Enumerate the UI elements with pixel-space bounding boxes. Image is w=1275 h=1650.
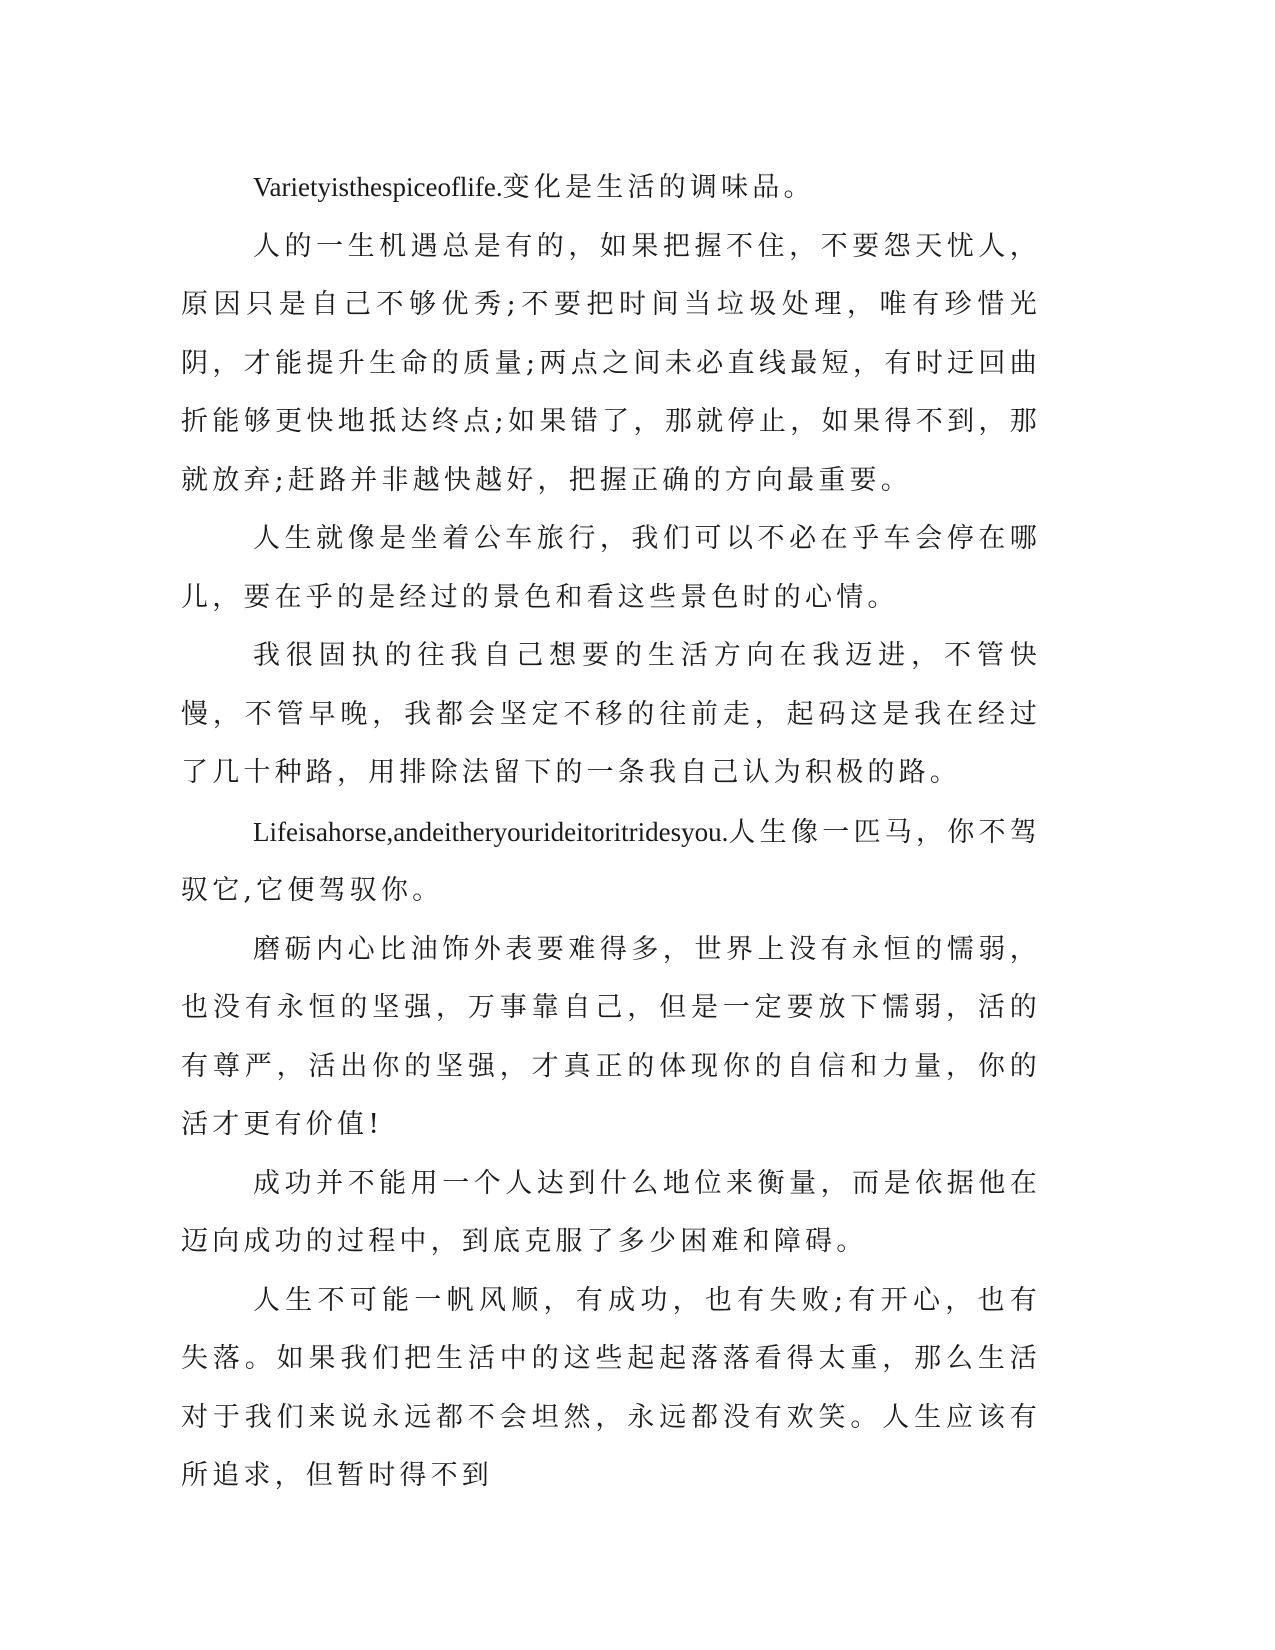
document-body <box>181 158 1041 1506</box>
paragraph-5-text: 人生像一匹马，你不驾驭它,它便驾驭你。 <box>181 816 1041 906</box>
paragraph-2-text: 人的一生机遇总是有的，如果把握不住，不要怨天忧人，原因只是自己不够优秀;不要把时间当垃圾处理，唯有珍惜光阴，才能提升生命的质量;两点之间未必直线最短，有时迂回曲折能够更快地抵达终点;如果错了，那就停止，如果得不到，那就放弃;赶路并非越快越好，把握正确的方向最重要。 <box>181 230 1041 496</box>
paragraph-7-text: 成功并不能用一个人达到什么地位来衡量，而是依据他在迈向成功的过程中，到底克服了多少困难和障碍。 <box>181 1167 1041 1257</box>
paragraph-6-text: 磨砺内心比油饰外表要难得多，世界上没有永恒的懦弱，也没有永恒的坚强，万事靠自己，但是一定要放下懦弱，活的有尊严，活出你的坚强，才真正的体现你的自信和力量，你的活才更有价值! <box>181 933 1041 1140</box>
paragraph-3 <box>181 510 1041 627</box>
paragraph-3-text: 人生就像是坐着公车旅行，我们可以不必在乎车会停在哪儿，要在乎的是经过的景色和看这些景色时的心情。 <box>181 523 1041 613</box>
paragraph-5-english-quote: Lifeisahorse,andeitheryourideitoritridesyou. <box>253 816 729 847</box>
paragraph-7 <box>181 1155 1041 1272</box>
paragraph-1 <box>181 158 1041 218</box>
paragraph-1-text: 变化是生活的调味品。 <box>502 172 815 203</box>
paragraph-1-english-quote: Varietyisthespiceoflife. <box>253 172 503 202</box>
paragraph-8-text: 人生不可能一帆风顺，有成功，也有失败;有开心，也有失落。如果我们把生活中的这些起起落落看得太重，那么生活对于我们来说永远都不会坦然，永远都没有欢笑。人生应该有所追求，但暂时得不到 <box>181 1284 1041 1491</box>
paragraph-2 <box>181 218 1041 511</box>
paragraph-4 <box>181 627 1041 803</box>
paragraph-5 <box>181 803 1041 921</box>
paragraph-8 <box>181 1272 1041 1506</box>
paragraph-4-text: 我很固执的往我自己想要的生活方向在我迈进，不管快慢，不管早晚，我都会坚定不移的往前走，起码这是我在经过了几十种路，用排除法留下的一条我自己认为积极的路。 <box>181 640 1041 788</box>
paragraph-6 <box>181 921 1041 1155</box>
